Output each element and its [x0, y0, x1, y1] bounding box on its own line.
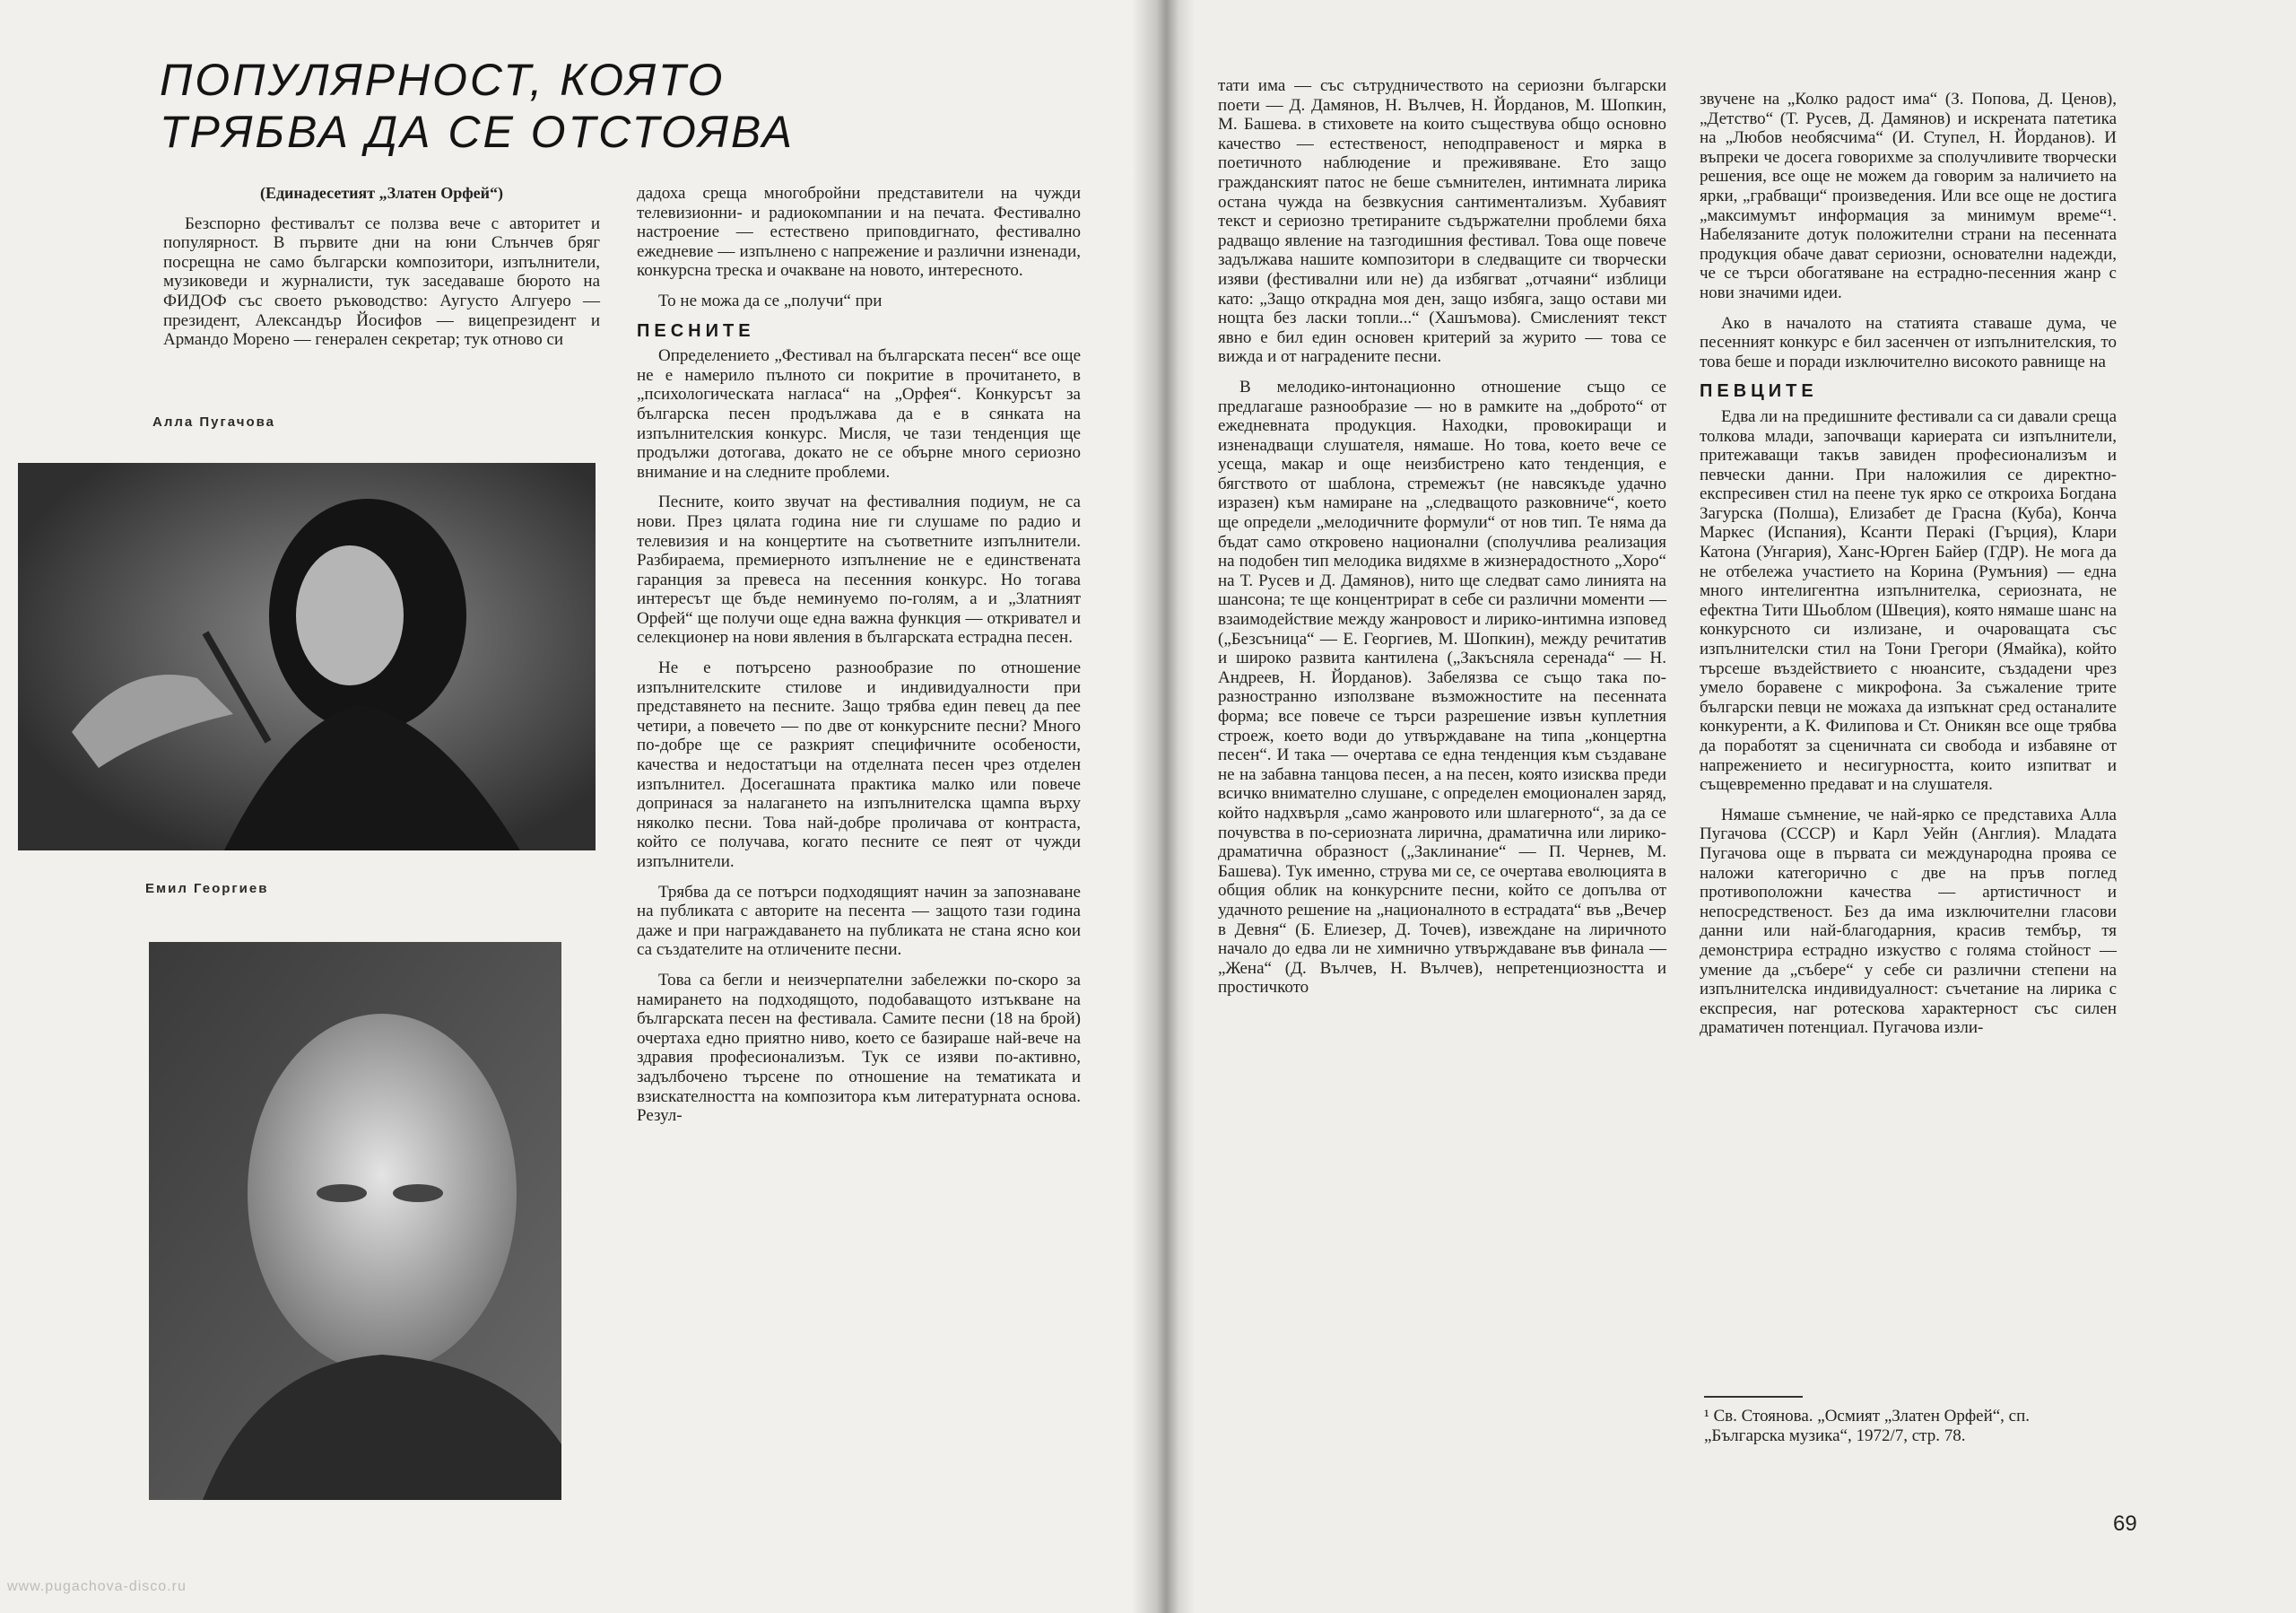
column-2: [637, 184, 1081, 1137]
photo-caption-pugacheva: Алла Пугачова: [152, 414, 275, 430]
paragraph: То не можа да се „получи“ при: [658, 291, 883, 310]
paragraph: В мелодико-интонационно отношение също се предлагаше разнообразие — но в рамките на „доброто“ от ежедневната продукция. Находки, провокиращи и изненадващи слушателя, нямаше. Но това, което вече се усеща, макар и още неизбистрено като тенденция, е бягството от шаблона, стремежът (не навсякъде удачно изразен) към намиране на „следващото разковничe“, което ще определи „мелодичните формули“ от нов тип. Те няма да бъдат само откровено национални (сполучлива реализация на подобен тип мелодика видяхме в жизнерадостното „Хоро“ на Т. Русев и Д. Дамянов), нито ще следват само линията на шансона; те ще концентрират в себе си различни моменти — взаимодействие между жанровост и лирико-интимна изповед („Безсъница“ — Е. Георгиев, М. Шопкин), между речитатив и широко развита кантилена („Закъсняла серенада“ — Н. Андреев, Н. Йорданов). Забелязва се също така по-разностранно използване възможностите на песенната форма; все повече се търси разрешение извън куплетния строеж, което води до утвърждаване на типа „концертна песен“. И така — очертава се една тенденция към създаване не на забавна танцова песен, а на песен, която изисква преди всичко внимателно слушане, с определен емоционален заряд, който надхвърля „само жанровото или шлагерното“, за да се почувства в по-сериозната лирична, драматична или лирико-драматична образност („Заклинание“ — П. Чернев, М. Башева). Тук именно, струва ми се, се очертава еволюцията в общия облик на конкурсните песни, който се допълва от удачното решение на „националното в естрадата“ във „Вечер в Девня“ (Б. Елиезер, Д. Точев), извеждане на лиричното начало до едва ли не химнично утвърждаване във финала — „Жена“ (Д. Вълчев, Н. Вълчев), непретенциозността и простичкото: [1218, 377, 1666, 998]
column-4: [1700, 90, 2117, 1049]
singer-photo-icon: [18, 463, 596, 850]
paragraph: дадоха среща многобройни представители на чужди телевизионни- и радиокомпании и на печата. Фестивално настроение — естествено приповдигнато, фестивално ежедневие — изпълнено с напрежение и различни изненади, конкурсна треска и очакване на новото, интересното.: [637, 184, 1081, 281]
composer-photo-icon: [149, 942, 561, 1500]
watermark: www.pugachova-disco.ru: [7, 1579, 187, 1594]
right-page: [1157, 0, 2296, 1613]
paragraph: Песните, които звучат на фестивалния подиум, не са нови. През цялата година ние ги слушаме по радио и телевизия и на концертите на съответните изпълнители. Разбираема, премиерното изпълнение не е единствената гаранция за превеса на песенния конкурс. Но тогава интересът ще бъде неминуемо по-голям, а и „Златният Орфей“ ще получи още една важна функция — откривател и селекционер на нови явления в българската естрадна песен.: [637, 493, 1081, 648]
article-title-line-1: ПОПУЛЯРНОСТ, КОЯТО: [160, 55, 726, 105]
section-heading-singers: ПЕВЦИТЕ: [1700, 381, 1818, 402]
paragraph: Ако в началото на статията ставаше дума, че песенният конкурс е бил засенчен от изпълнителския, то това беше и поради изключително високото равнище на: [1700, 313, 2117, 371]
paragraph: тати има — със сътрудничеството на сериозни български поети — Д. Дамянов, Н. Вълчев, Н. Йорданов, М. Шопкин, М. Башева. в стиховете на които съществува общо основно качество — естественост, неподправеност и мярка в поетичното наблюдение и преживяване. Ето защо гражданският патос не беше съмнителен, интимната лирика остана чужда на безвкусния сантиментализъм. Хубавият текст и сериозно третираните съдържателни проблеми бяха радващо явление на тазгодишния фестивал. Това още повече задължава нашите композитори в следващите си творчески изяви (фестивални или не) да избягват „отчаяни“ изблици като: „Защо открадна моя ден, защо избяга, защо остави ми нощта без ласки топли...“ (Хашъмова). Смисленият текст явно е бил един основен критерий за журито — това се вижда и от наградените песни.: [1218, 76, 1666, 367]
section-heading-songs: ПЕСНИТЕ: [637, 320, 755, 341]
paragraph: Трябва да се потърси подходящият начин за запознаване на публиката с авторите на песента — защото тази година даже и при награждаването на публиката не стана ясно кои са създателите на отличените песни.: [637, 882, 1081, 960]
paragraph: Това са бегли и неизчерпателни забележки по-скоро за намирането на подходящото, подобаващото изтъкване на българската песен на фестивала. Самите песни (18 на брой) очертаха едно приятно ниво, което се базираше най-вече на здравия професионализъм. Тук се изяви по-активно, задълбочено търсене по отношение на тематиката и взискателността на композитора към литературната основа. Резул-: [637, 970, 1081, 1126]
article-subtitle: (Единадесетият „Златен Орфей“): [259, 184, 504, 202]
paragraph: Не е потърсено разнообразие по отношение изпълнителските стилове и индивидуалности при представянето на песните. Защо трябва един певец да пее четири, а повечето — по две от конкурсните песни? Много по-добре ще се разкрият специфичните особености, качества и недостатъци на отделната песен чрез отделен изпълнител. Досегашната практика малко или повече допринася за налагането на изпълнителска щампа върху няколко песни. Това най-добре проличава от контраста, който се получава, когато песните се пеят от чужди изпълнители.: [637, 658, 1081, 871]
paragraph: Едва ли на предишните фестивали са си давали среща толкова млади, започващи кариерата си изпълнители, притежаващи такъв завиден професионализъм и певчески данни. При наложилия се директно-експресивен стил на пеене тук ярко се откроиха Богдана Загурска (Полша), Елизабет де Грасна (Куба), Конча Маркес (Испания), Ксанти Перакi (Гърция), Клари Катона (Унгария), Ханс-Юрген Байер (ГДР). Не мога да не отбележа участието на Корина (Румъния) — една много интелигентна изпълнителка, сериозната, не ефектна Тити Шьоблом (Швеция), която нямаше шанс на конкурсното си излизане, и очароващата със изпълнителски стил на Тони Грегори (Ямайка), който търсеше въздействието с нюансите, създадени чрез умело боравене с микрофона. За съжаление трите български певци не можаха да изпъкнат сред останалите конкуренти, а К. Филипова и Ст. Оникян все още трябва да поработят за сценичната си свобода и избавяне от напрежението и несигурността, които изпитват и същевременно предават и на слушателя.: [1700, 406, 2117, 795]
paragraph: Безспорно фестивалът се ползва вече с авторитет и популярност. В първите дни на юни Слънчев бряг посрещна не само български композитори, изпълнители, музиковеди и журналисти, тук заседаваше бюрото на ФИДОФ със своето ръководство: Аугусто Алгуеро — президент, Александър Йосифов — вицепрезидент и Армандо Морено — генерален секретар; тук отново си: [163, 214, 600, 350]
article-title: [160, 54, 795, 158]
article-title-line-2: ТРЯБВА ДА СЕ ОТСТОЯВА: [160, 107, 795, 157]
column-1: [163, 184, 600, 361]
page-number: 69: [2113, 1512, 2137, 1536]
paragraph: Нямаше съмнение, че най-ярко се представиха Алла Пугачова (СССР) и Карл Уейн (Англия). Младата Пугачова още в първата си международна проява се наложи категорично с две на пръв поглед противоположни качества — артистичност и непосредственост. Без да има изключителни гласови данни или най-благодарния, красив тембър, тя демонстрира естрадно изкуство с голяма стойност — умение да „събере“ у себе си различни степени на изпълнителска индивидуалност: съчетание на лирика с експресия, наг ротескова характерност със силен драматичен потенциал. Пугачова изли-: [1700, 805, 2117, 1038]
photo-caption-georgiev: Емил Георгиев: [145, 881, 269, 896]
photo-emil-georgiev: [149, 942, 561, 1500]
footnote: ¹ Св. Стоянова. „Осмият „Златен Орфей“, сп. „Българска музика“, 1972/7, стр. 78.: [1704, 1407, 2031, 1445]
column-3: [1218, 76, 1666, 1008]
paragraph: Определението „Фестивал на българската песен“ все още не е намерило пълното си покритие в прочитането, в „психологическата нагласа“ на „Орфея“. Конкурсът за българска песен продължава да е в сянката на изпълнителския конкурс. Мисля, че тази тенденция ще продължи дотогава, докато не се обърне много сериозно внимание и на следните проблеми.: [637, 346, 1081, 482]
page-gutter-shadow: [1132, 0, 1195, 1613]
footnote-divider: [1704, 1396, 1803, 1398]
paragraph: звучене на „Колко радост има“ (З. Попова, Д. Ценов), „Детство“ (Т. Русев, Д. Дамянов) и искрената патетика на „Любов необясчима“ (И. Ступел, Н. Йорданов). И въпреки че досега говорихме за сполучливите творчески решения, все още не можем да говорим за наличието на ярки, „грабващи“ произведения. Или все още не достига „максимумът информация за минимум време“¹. Набелязаните дотук положителни страни на песенната продукция обаче дават сериозни, основателни надежди, че се търси обогатяване на естрадно-песенния жанр с нови значими идеи.: [1700, 90, 2117, 302]
photo-alla-pugacheva: [18, 463, 596, 850]
